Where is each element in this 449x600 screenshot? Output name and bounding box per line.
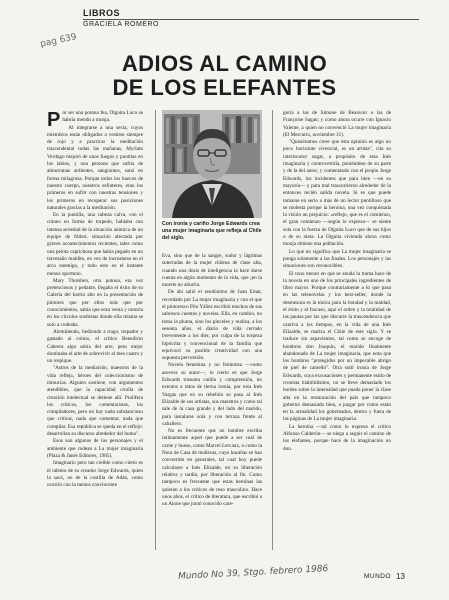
handwritten-source-note: Mundo No 39, Stgo. febrero 1986 [177,564,329,582]
author-name: GRACIELA ROMERO [83,21,159,28]
article-title [0,52,449,100]
column-divider [272,110,273,550]
photo-caption: Con ironía y cariño Jorge Edwards crea una mujer imaginaria que refleja al Chile del siglo. [162,221,262,241]
handwritten-page-note: pag 639 [39,32,78,50]
paragraph: El tono menor en que se anuda la trama hace de la novela en uno de los principales ingredientes de libro mayor. Porque contrariamente a lo que pasa en las telenovelas y los best-seller, donde la desmesura es la tónica para la bondad y la maldad, el éxito y el fracaso, aquí el orden y la totalidad de las pautas por las que discurre la trascendencia que cautiva a los tiempos, en la vida de una Inés Elizalde, se matiza el Chile de este siglo. Y se traduce sin aspavientos, tal como se encoge de hombros don Joaquín, el marido finalmente abandonado de La mujer imaginaria, que nota que los hombres "protegidos por un impecable abrigo de piel de camello". Otra sutil ironía de Jorge Edwards, cuya excusaciones y permanente estilo de cronista hiabilidisimo, no se lleve demasiado los bordes sobre la intensidad que pueda poner la clase alta en la restauración del país que tampoco gobernó demasiado bien, a juzgar por como están en la actualidad los gobernados, dentro y fuera de las páginas de La mujer imaginaria. [283,270,391,423]
section-label: LIBROS [83,8,121,18]
paragraph: Lo que no significa que La mujer imaginaria se ponga solamente a las finales. Los personajes y las situaciones son reconocibles. [283,248,391,270]
header-rule [83,19,419,20]
page-number: 13 [396,572,405,581]
drop-cap: P [47,109,61,131]
title-line-1: ADIOS AL CAMINO [121,51,328,76]
paragraph: Novela femenina y no feminista —como asevera su autor—, lo cierto es que Jorge Edwards trasunta cariño y comprensión, no exentos a ratos de tierna ironía, por esta Inés Vargas que en su rebelión se pasa al Inés Elizalde de sus artistas, sus maestros y como tal sale de la casa grande y del lado del marido, para instalarse sola y con terraza frente al caballero. [162,362,262,427]
paragraph: Mary Thorsben, otra potona, era vez pretenciosos y pedante, llegaba el éxito de su Galería del barrio alto en la presentación de pintores que por ellos más que por conocimientos, sabía que eran venta y notoria en los círculos snobistas donde ella misma se solo a codeaba. [47,277,143,328]
paragraph: goría a las de Simone de Beauvoir o las de Françoise Sagan; y como ahora ocurre con Ignacio Valente, a quien no convenció La mujer imaginaria (El Mercurio, noviembre 31). [283,110,391,138]
paragraph: Al integrarse a una secta, cuyos miembros están obligados a vestirse siempre de rojo y a practicar la meditación trascendental todas las mañanas, Myriam Verdugo mejoró de unos fuegos y puntitas en los labios, y una persona que sufría de almorranas ardientes, sangrantes, sanó en forma milagrosa. Porque todos los huecos de nuestro cuerpo, nuestros esfínteres, eran los primeros en sufrir con nuestras tensiones y los primeros en recuperar sus posiciones naturales gracias a la meditación. [47,124,143,211]
article-column-3 [283,110,391,550]
paragraph: No es frecuente que un hombre escriba íntimamente aquel que puede a ser cuál de carne y hueso, como Marcel Lercaux, o como la Nora de Casa de muñecas, cuyo hazañas se han convertido en generales, tal cual hoy puede calcularse a Inés Elizalde, en su liberación relativa y tardía, por liberación al fin. Como tampoco es frecuente que estas heroínas las quieran a los críticos de reso masculino. Hace unos años, el crítico de literatura, que escribió a un Alone que juntó conocido care- [162,428,262,508]
article-column-1 [47,110,143,550]
paragraph: Por ser una potona fea, Olguita Luco se habría metido a monja. [47,109,143,131]
author-photo [162,110,262,218]
paragraph: Esos son algunos de los personajes y el ambiente que rodean a La mujer imaginaria (Plaza & Janés Editores, 1985). [47,438,143,459]
paragraph: Eva, sino que de la sangre, sudor y lágrimas soterradas de la mujer chilena de clase alta, cuando una dosis de inteligencia la hace darse cuenta en algún momento de la vida, que ¡en la muerte no aburría. [162,253,262,289]
title-line-2: DE LOS ELEFANTES [112,75,337,100]
paragraph: Alemitiendo, hediondo a trago, trepador y gastado al colmo, el crítico Benedicto Cabrera algo sabía del arte, pero mejor dominaba el arte de sobrevivir al mes cuatro y un respique. [47,328,143,365]
magazine-name: MUNDO [364,573,392,580]
paragraph: Imaginario pero tan creíble como cierto es el talento de su creador Jorge Edwards, quien la sacó, no de la costilla de Adán, como ocurrió con la menos convincente [47,460,143,489]
portrait-illustration [162,110,262,218]
paragraph: En la puntilla, una cabeza calva, con el cráneo en forma de torpedo, hablaba con intensa seriedad de la situación anímica de un equipo de fútbol, situación afectada por graves acontecimientos recientes, tales como una pelota caprichosa que había pegado en un travesaño maldito, en vez de incrustarse en el arco enemigo, y todo esto en el instante menos oportuno. [47,212,143,277]
column-divider [155,110,156,550]
paragraph: "Quisiéramos creer que esta opinión es algo no poco horizonte vivencial, es un artista", cita su interlocutor sugar, a propósito de esta Inés imaginaria y controvertida, poniéndose de su parte y de la del autor, y comentando con el propio Jorge Edwards, los incidentes que para bien —en su mayoría— y para mal trascurrieron alrededor de la entonces recién salida novela. Si es que puede tomarse en serio a más de un lector puntilloso que se molesta porque la heroína, una vez conquistada la visión un prejuicio: «reflejo, que es el comienzo, el gran comienzo —según lo expresa— se siente sola con la fuerza de Olguita Luco que de sus hijos o de su nieta. La Olguita viviendo ahora como monja obtiene una población. [283,139,391,248]
article-column-2 [162,253,262,550]
paragraph: "Astros de la mediación, maestros de la vida refleja, héroes del coleccionismo de minucias. Alguien sostiene, con argumentos atendibles, que la capacidad criolla de creación intelectual se detiene allí. Prolifera los críticos, los comentaristas, los compiladores, pero no hay nada substancioso que criticar, nada que comentar, nada que compilar. Esa república se queda en el reflejo: desarrollan su discurso alrededor del humo". [47,365,143,438]
paragraph: De ahí salió el seudónimo de Juan Emar, recordado por La mujer imaginaria y con el que el pintoresco Pilo Yáñez escribió muchos de sus sabrosos cuentos y novelas. Ella, en cambio, no toma la pluma, sino los pinceles y realiza, a los sesenta años, el diario de vida cerrado brevemente a los dier, por culpa de la torpeza hipócrita y convencional de la familia que equivocó su posible creatividad con una supuesta perversión. [162,289,262,362]
paragraph: La heroína —tal como lo expresa el crítico Alfonso Calderón— se niega a seguir el camino de los elefantes, porque hace de la imaginación un don. [283,423,391,452]
